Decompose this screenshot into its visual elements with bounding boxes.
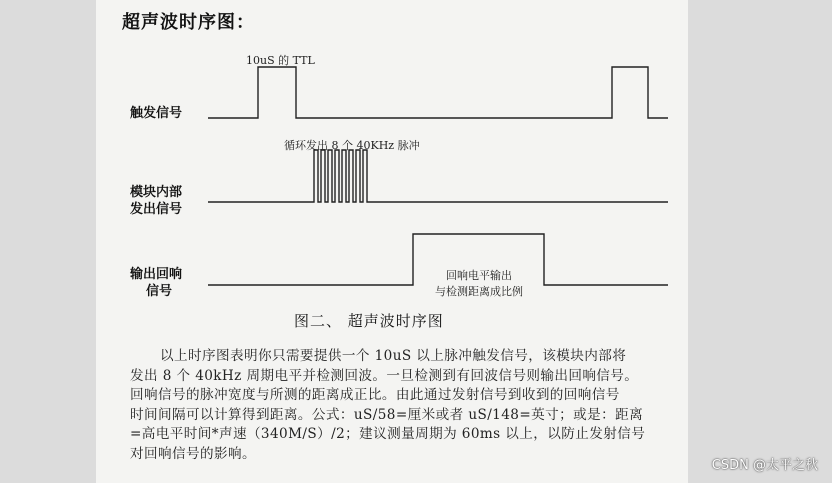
paragraph-line: 时间间隔可以计算得到距离。公式：uS/58=厘米或者 uS/148=英寸；或是：距离	[130, 406, 644, 423]
figure-caption: 图二、 超声波时序图	[294, 312, 444, 330]
paragraph-line: 以上时序图表明你只需要提供一个 10uS 以上脉冲触发信号，该模块内部将	[160, 348, 627, 364]
module-signal-label-line1: 模块内部	[130, 185, 183, 200]
paragraph-line: 对回响信号的影响。	[130, 445, 256, 462]
echo-annotation-line2: 与检测距离成比例	[435, 285, 523, 298]
burst-waveform	[208, 150, 668, 202]
paragraph-line: 发出 8 个 40kHz 周期电平并检测回波。一旦检测到有回波信号则输出回响信号。	[130, 367, 639, 384]
paragraph-line: 回响信号的脉冲宽度与所测的距离成正比。由此通过发射信号到收到的回响信号	[130, 387, 620, 403]
description-paragraph	[130, 347, 676, 464]
echo-annotation-line1: 回响电平输出	[446, 269, 512, 282]
ttl-annotation: 10uS 的 TTL	[246, 54, 315, 67]
trigger-waveform	[208, 67, 668, 118]
echo-signal-label-line1: 输出回响	[130, 267, 183, 282]
watermark: CSDN @太平之秋	[711, 458, 818, 473]
diagram-heading: 超声波时序图：	[122, 12, 255, 33]
module-signal-label-line2: 发出信号	[130, 202, 183, 217]
echo-signal-label-line2: 信号	[146, 284, 173, 299]
paragraph-line: =高电平时间*声速（340M/S）/2；建议测量周期为 60ms 以上，以防止发射信号	[130, 426, 646, 442]
trigger-signal-label: 触发信号	[130, 106, 183, 121]
burst-annotation: 循环发出 8 个 40KHz 脉冲	[284, 139, 420, 152]
